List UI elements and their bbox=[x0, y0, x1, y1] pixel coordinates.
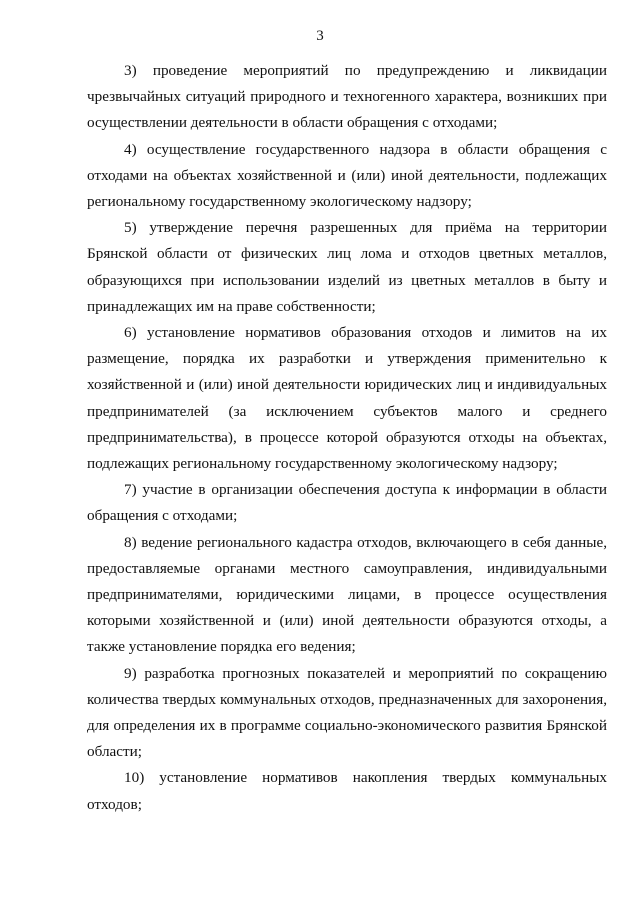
document-body bbox=[87, 58, 607, 818]
paragraph-item-7: 7) участие в организации обеспечения доступа к информации в области обращения с отходами; bbox=[87, 481, 607, 525]
page-number: 3 bbox=[316, 28, 324, 44]
paragraph-item-3: 3) проведение мероприятий по предупреждению и ликвидации чрезвычайных ситуаций природного и техногенного характера, возникших при осуществлении деятельности в области обращения с отходами; bbox=[87, 62, 607, 132]
paragraph-item-9: 9) разработка прогнозных показателей и мероприятий по сокращению количества твердых коммунальных отходов, предназначенных для захоронения, для определения их в программе социально-экономического развития Брянской области; bbox=[87, 664, 607, 761]
paragraph-item-8: 8) ведение регионального кадастра отходов, включающего в себя данные, предоставляемые органами местного самоуправления, индивидуальными предпринимателями, юридическими лицами, в процессе осуществления которыми хозяйственной и (или) иной деятельности образуются отходы, а также установление порядка его ведения; bbox=[87, 533, 607, 656]
paragraph-item-5: 5) утверждение перечня разрешенных для приёма на территории Брянской области от физических лиц лома и отходов цветных металлов, образующихся при использовании изделий из цветных металлов в быту и принадлежащих им на праве собственности; bbox=[87, 219, 607, 315]
paragraph-item-6: 6) установление нормативов образования отходов и лимитов на их размещение, порядка их разработки и утверждения применительно к хозяйственной и (или) иной деятельности юридических лиц и индивидуальных предпринимателей (за исключением субъектов малого и среднего предпринимательства), в процессе которой образуются отходы на объектах, подлежащих региональному государственному экологическому надзору; bbox=[87, 324, 607, 473]
paragraph-item-10: 10) установление нормативов накопления твердых коммунальных отходов; bbox=[87, 769, 607, 813]
paragraph-item-4: 4) осуществление государственного надзора в области обращения с отходами на объектах хозяйственной и (или) иной деятельности, подлежащих региональному государственному экологическому надзору; bbox=[87, 140, 607, 211]
